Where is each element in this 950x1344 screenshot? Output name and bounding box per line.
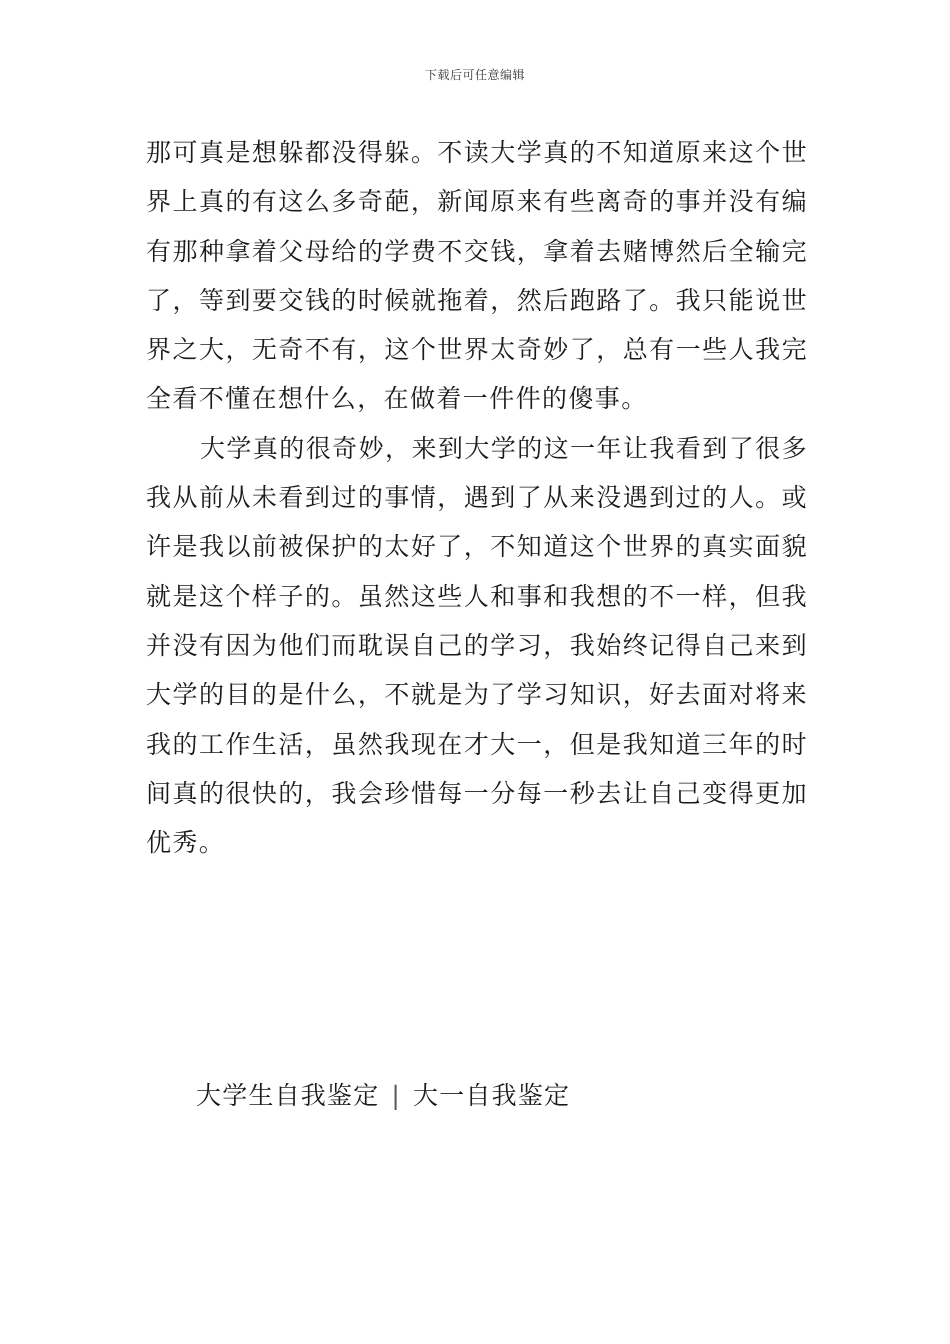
paragraph-1: 那可真是想躲都没得躲。不读大学真的不知道原来这个世界上真的有这么多奇葩，新闻原来有些离奇的事并没有编有那种拿着父母给的学费不交钱，拿着去赌博然后全输完了，等到要交钱的时候就拖着，然后跑路了。我只能说世界之大，无奇不有，这个世界太奇妙了，总有一些人我完全看不懂在想什么，在做着一件件的傻事。 [146, 138, 808, 414]
footer-title [196, 1076, 570, 1112]
footer-title-right: 大一自我鉴定 [413, 1081, 571, 1110]
footer-title-left: 大学生自我鉴定 [196, 1081, 380, 1110]
document-body [146, 128, 808, 867]
header-note: 下载后可任意编辑 [424, 68, 525, 82]
paragraph-2: 大学真的很奇妙，来到大学的这一年让我看到了很多我从前从未看到过的事情，遇到了从来没遇到过的人。或许是我以前被保护的太好了，不知道这个世界的真实面貌就是这个样子的。虽然这些人和事和我想的不一样，但我并没有因为他们而耽误自己的学习，我始终记得自己来到大学的目的是什么，不就是为了学习知识，好去面对将来我的工作生活，虽然我现在才大一，但是我知道三年的时间真的很快的，我会珍惜每一分每一秒去让自己变得更加优秀。 [146, 433, 808, 858]
footer-separator: | [391, 1081, 402, 1110]
